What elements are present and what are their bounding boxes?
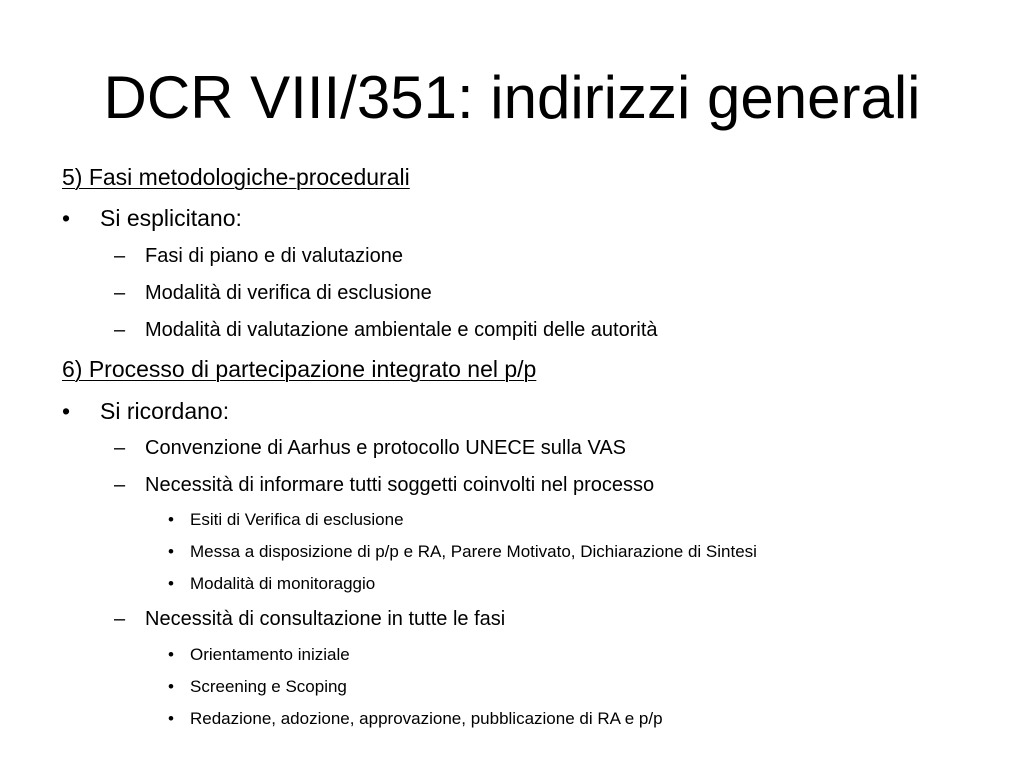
sub-bullet-item (168, 709, 663, 729)
bullet-marker: • (168, 510, 174, 529)
section-5-heading: 5) Fasi metodologiche-procedurali (62, 164, 410, 190)
section-6-heading: 6) Processo di partecipazione integrato nel p/p (62, 356, 537, 382)
sub-bullet-item (168, 574, 376, 594)
sub-bullet-item (168, 677, 347, 697)
dash-item (114, 245, 403, 268)
dash-item (114, 282, 432, 305)
sub-bullet-item (168, 542, 757, 562)
bullet-text: Si esplicitano: (100, 205, 242, 231)
dash-text: Modalità di verifica di esclusione (145, 282, 432, 304)
dash-text: Necessità di informare tutti soggetti coinvolti nel processo (145, 474, 655, 496)
bullet-text: Si ricordano: (100, 398, 230, 424)
sub-bullet-item (168, 510, 404, 530)
dash-marker: – (114, 319, 126, 341)
dash-item (114, 474, 655, 497)
sub-bullet-text: Messa a disposizione di p/p e RA, Parere Motivato, Dichiarazione di Sintesi (190, 542, 757, 561)
sub-bullet-text: Redazione, adozione, approvazione, pubblicazione di RA e p/p (190, 709, 663, 728)
bullet-item (62, 398, 230, 425)
bullet-marker: • (168, 709, 174, 728)
sub-bullet-text: Modalità di monitoraggio (190, 574, 376, 593)
bullet-marker: • (62, 398, 71, 424)
bullet-item (62, 205, 242, 232)
dash-marker: – (114, 282, 126, 304)
dash-text: Convenzione di Aarhus e protocollo UNECE sulla VAS (145, 437, 626, 459)
dash-marker: – (114, 608, 126, 630)
dash-marker: – (114, 474, 126, 496)
sub-bullet-text: Screening e Scoping (190, 677, 347, 696)
dash-text: Necessità di consultazione in tutte le fasi (145, 608, 506, 630)
bullet-marker: • (168, 645, 174, 664)
dash-item (114, 319, 658, 342)
dash-marker: – (114, 437, 126, 459)
dash-marker: – (114, 245, 126, 267)
sub-bullet-text: Orientamento iniziale (190, 645, 350, 664)
dash-item (114, 608, 506, 631)
dash-text: Fasi di piano e di valutazione (145, 245, 403, 267)
dash-text: Modalità di valutazione ambientale e compiti delle autorità (145, 319, 658, 341)
bullet-marker: • (168, 542, 174, 561)
bullet-marker: • (168, 574, 174, 593)
bullet-marker: • (62, 205, 71, 231)
slide-title: DCR VIII/351: indirizzi generali (103, 64, 921, 131)
bullet-marker: • (168, 677, 174, 696)
sub-bullet-item (168, 645, 350, 665)
sub-bullet-text: Esiti di Verifica di esclusione (190, 510, 404, 529)
dash-item (114, 437, 626, 460)
